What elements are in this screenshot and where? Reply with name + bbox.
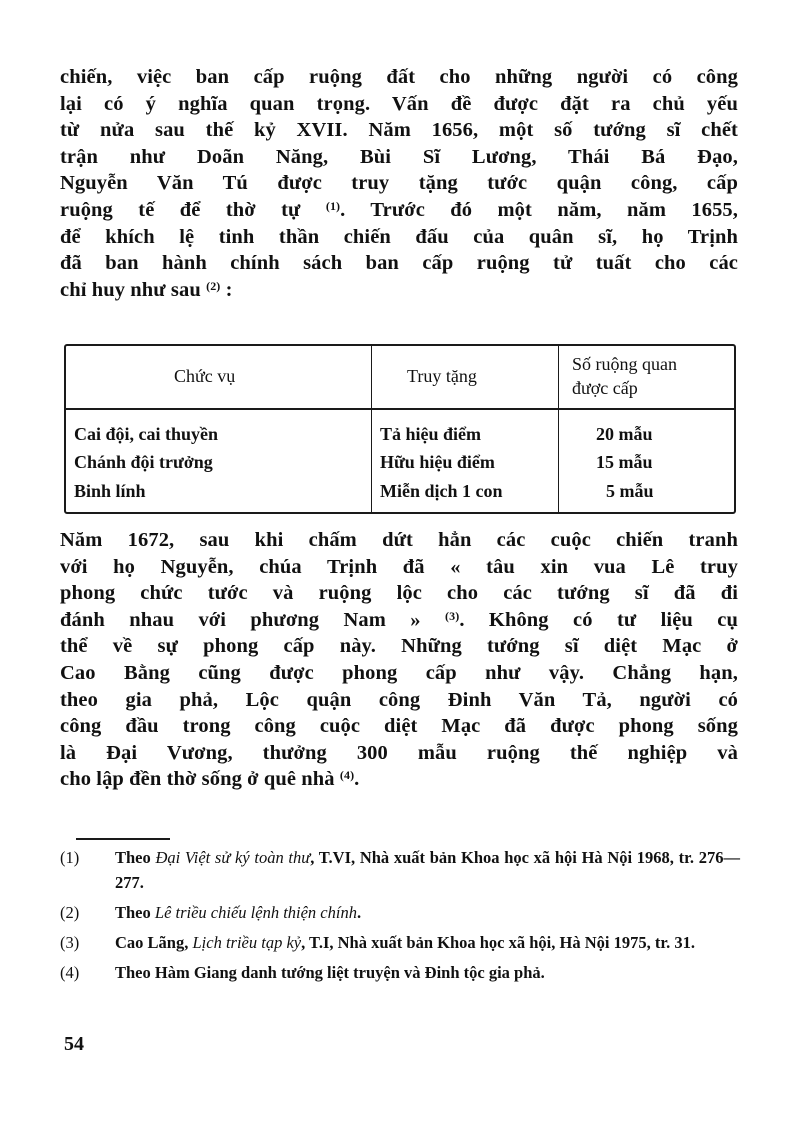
header-land-line2: được cấp xyxy=(572,378,638,398)
text-fragment: cho lập đền thờ sống ở quê nhà xyxy=(60,768,335,791)
footnote-ref-2[interactable]: (2) xyxy=(206,278,221,293)
footnote-title: Lịch triều tạp kỷ xyxy=(192,933,302,952)
footnote-text: , T.I, Nhà xuất bản Khoa học xã hội, Hà Nội 1975, tr. 31. xyxy=(301,933,696,952)
footnote-number: (3) xyxy=(60,933,80,952)
cell-land: 5 mẫu xyxy=(606,481,654,501)
footnote-title: Lê triều chiếu lệnh thiện chính xyxy=(154,903,357,922)
footnote-3 xyxy=(60,930,740,955)
header-honor: Truy tặng xyxy=(407,366,477,386)
text-line: Nguyễn Văn Tú được truy tặng tước quận công, cấp xyxy=(60,172,738,195)
page-number: 54 xyxy=(64,1033,84,1055)
cell-position: Binh lính xyxy=(74,481,146,501)
paragraph-2 xyxy=(60,527,738,793)
footnotes xyxy=(60,845,740,990)
text-fragment: ruộng tế để thờ tự xyxy=(60,198,301,221)
footnote-text: . xyxy=(356,903,362,922)
paragraph-1 xyxy=(60,64,738,303)
footnote-title: Đại Việt sử ký toàn thư xyxy=(155,848,311,867)
cell-position: Chánh đội trưởng xyxy=(74,452,213,472)
text-fragment: . Không có tư liệu cụ xyxy=(459,608,738,631)
cell-position: Cai đội, cai thuyền xyxy=(74,424,219,444)
footnote-text: Theo Hàm Giang danh tướng liệt truyện và Đinh tộc gia phả. xyxy=(115,963,545,982)
text-line: để khích lệ tinh thần chiến đấu của quân sĩ, họ Trịnh xyxy=(60,225,738,248)
text-line: thể về sự phong cấp này. Những tướng sĩ diệt Mạc ở xyxy=(60,635,738,658)
footnote-ref-4[interactable]: (4) xyxy=(339,768,355,783)
header-divider xyxy=(66,408,734,410)
footnote-separator xyxy=(76,838,170,840)
text-fragment: đánh nhau với phương Nam » xyxy=(60,608,421,631)
footnote-1 xyxy=(60,845,740,895)
footnote-ref-1[interactable]: (1) xyxy=(325,198,341,213)
text-line: lại có ý nghĩa quan trọng. Vấn đề được đặt ra chủ yếu xyxy=(60,92,738,115)
text-line: phong chức tước và ruộng lộc cho các tướng sĩ đã đi xyxy=(60,582,738,605)
text-line: đã ban hành chính sách ban cấp ruộng tử tuất cho các xyxy=(60,252,738,275)
text-line xyxy=(60,766,738,793)
text-line: công đầu trong công cuộc diệt Mạc đã được phong sống xyxy=(60,715,738,738)
cell-honor: Hữu hiệu điểm xyxy=(380,452,495,472)
footnote-text: Cao Lãng, xyxy=(115,933,193,952)
footnote-4 xyxy=(60,960,740,985)
text-line: chiến, việc ban cấp ruộng đất cho những người có công xyxy=(60,66,738,88)
text-line xyxy=(60,607,738,634)
text-line: từ nửa sau thế kỷ XVII. Năm 1656, một số tướng sĩ chết xyxy=(60,119,738,142)
text-fragment: chỉ huy như sau xyxy=(60,278,201,301)
column-divider xyxy=(558,346,559,512)
footnote-number: (1) xyxy=(60,848,80,867)
cell-honor: Tả hiệu điểm xyxy=(380,424,482,444)
header-land: Số ruộng quan xyxy=(572,354,677,374)
text-line: Năm 1672, sau khi chấm dứt hẳn các cuộc chiến tranh xyxy=(60,529,738,551)
text-line: Cao Bằng cũng được phong cấp như vậy. Chẳng hạn, xyxy=(60,661,738,684)
text-line: trận như Doãn Năng, Bùi Sĩ Lương, Thái Bá Đạo, xyxy=(60,145,738,168)
land-grant-table xyxy=(64,344,736,514)
column-divider xyxy=(371,346,372,512)
text-line xyxy=(60,197,738,224)
footnote-text: Theo xyxy=(115,848,156,867)
footnote-text: Theo xyxy=(115,903,155,922)
cell-land: 15 mẫu xyxy=(596,452,653,472)
cell-land: 20 mẫu xyxy=(596,424,653,444)
footnote-number: (2) xyxy=(60,903,80,922)
text-line: với họ Nguyễn, chúa Trịnh đã « tâu xin vua Lê truy xyxy=(60,555,738,578)
text-fragment: . xyxy=(354,768,360,791)
footnote-number: (4) xyxy=(60,963,80,982)
footnote-text: , T.VI, Nhà xuất bản Khoa học xã hội Hà Nội 1968, tr. 276—277. xyxy=(115,848,740,892)
header-position: Chức vụ xyxy=(174,366,236,386)
text-fragment: : xyxy=(220,278,233,301)
text-fragment: . Trước đó một năm, năm 1655, xyxy=(340,198,739,221)
text-line xyxy=(60,277,738,304)
text-line: là Đại Vương, thưởng 300 mẫu ruộng thế nghiệp và xyxy=(60,741,738,764)
footnote-2 xyxy=(60,900,740,925)
footnote-ref-3[interactable]: (3) xyxy=(445,608,460,623)
cell-honor: Miễn dịch 1 con xyxy=(380,481,503,501)
text-line: theo gia phả, Lộc quận công Đinh Văn Tả, người có xyxy=(60,688,738,711)
